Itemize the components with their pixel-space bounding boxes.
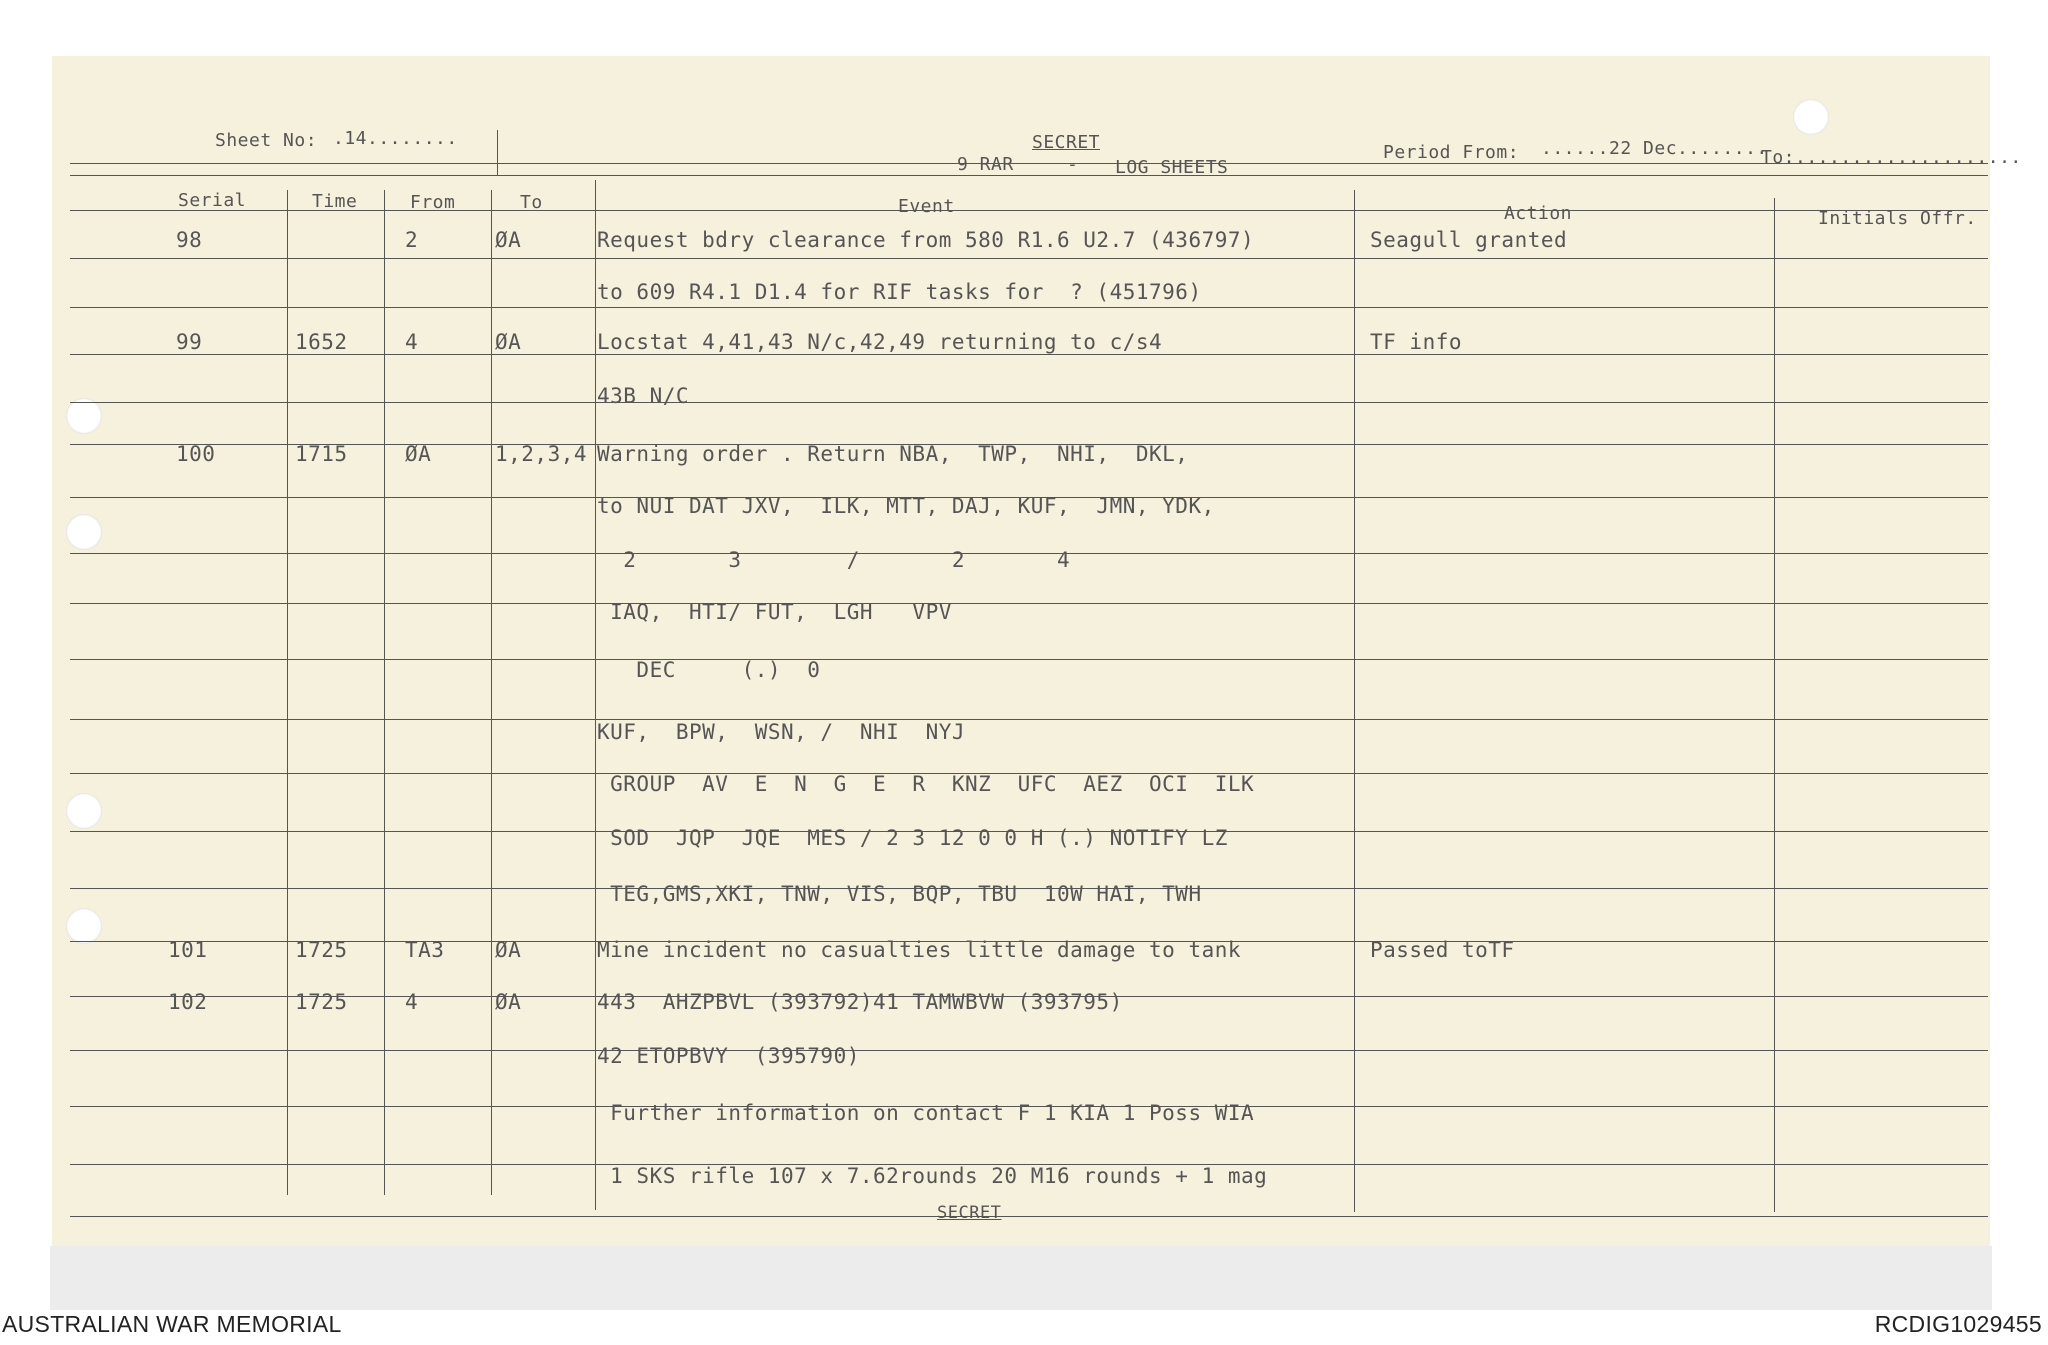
row-event: 2 3 / 2 4 bbox=[597, 548, 1071, 572]
punch-hole-left-1 bbox=[66, 398, 102, 434]
row-to: 1,2,3,4 bbox=[495, 442, 588, 466]
row-from: 4 bbox=[405, 330, 419, 354]
row-action: TF info bbox=[1370, 330, 1463, 354]
title-dash: - bbox=[1067, 154, 1079, 175]
column-divider bbox=[287, 190, 288, 1195]
header-line-2 bbox=[70, 175, 1988, 176]
doc-title: LOG SHEETS bbox=[1115, 157, 1229, 178]
row-event: TEG,GMS,XKI, TNW, VIS, BQP, TBU 10W HAI, TWH bbox=[597, 882, 1202, 906]
period-from-label: Period From: bbox=[1383, 142, 1520, 163]
row-from: 4 bbox=[405, 990, 419, 1014]
row-serial: 99 bbox=[176, 330, 203, 354]
row-line bbox=[70, 307, 1988, 308]
row-from: ØA bbox=[405, 442, 432, 466]
footer-record-id: RCDIG1029455 bbox=[1874, 1311, 2042, 1337]
row-event: IAQ, HTI/ FUT, LGH VPV bbox=[597, 600, 952, 624]
row-action: Seagull granted bbox=[1370, 228, 1568, 252]
to-value: .................... bbox=[1795, 147, 2022, 168]
row-to: ØA bbox=[495, 228, 522, 252]
unit-name: 9 RAR bbox=[957, 154, 1014, 175]
punch-hole-left-3 bbox=[66, 793, 102, 829]
row-serial: 98 bbox=[176, 228, 203, 252]
col-header-time: Time bbox=[312, 191, 358, 212]
row-to: ØA bbox=[495, 990, 522, 1014]
row-event: KUF, BPW, WSN, / NHI NYJ bbox=[597, 720, 966, 744]
row-line bbox=[70, 603, 1988, 604]
sheet-no-value: .14........ bbox=[333, 128, 458, 149]
row-event: 43B N/C bbox=[597, 384, 690, 408]
row-time: 1652 bbox=[295, 330, 348, 354]
row-event: to NUI DAT JXV, ILK, MTT, DAJ, KUF, JMN, YDK, bbox=[597, 494, 1215, 518]
row-line bbox=[70, 1216, 1988, 1217]
row-serial: 102 bbox=[168, 990, 208, 1014]
row-event: DEC (.) 0 bbox=[597, 658, 821, 682]
row-event: 1 SKS rifle 107 x 7.62rounds 20 M16 rounds + 1 mag bbox=[597, 1164, 1268, 1188]
row-event: GROUP AV E N G E R KNZ UFC AEZ OCI ILK bbox=[597, 772, 1255, 796]
column-divider bbox=[1354, 190, 1355, 1212]
sheet-no-label: Sheet No: bbox=[215, 130, 318, 151]
row-action: Passed toTF bbox=[1370, 938, 1515, 962]
column-divider bbox=[491, 190, 492, 1195]
row-time: 1725 bbox=[295, 990, 348, 1014]
row-event: to 609 R4.1 D1.4 for RIF tasks for ? (451796) bbox=[597, 280, 1202, 304]
row-from: TA3 bbox=[405, 938, 445, 962]
footer-source: AUSTRALIAN WAR MEMORIAL bbox=[2, 1311, 342, 1337]
punch-hole-left-4 bbox=[66, 908, 102, 944]
row-event: Request bdry clearance from 580 R1.6 U2.7 (436797) bbox=[597, 228, 1255, 252]
row-from: 2 bbox=[405, 228, 419, 252]
col-header-to: To bbox=[520, 192, 543, 213]
row-event: 42 ETOPBVY (395790) bbox=[597, 1044, 860, 1068]
row-serial: 101 bbox=[168, 938, 208, 962]
row-line bbox=[70, 719, 1988, 720]
row-event: SOD JQP JQE MES / 2 3 12 0 0 H (.) NOTIFY LZ bbox=[597, 826, 1228, 850]
row-event: 443 AHZPBVL (393792)41 TAMWBVW (393795) bbox=[597, 990, 1123, 1014]
classification-bottom: SECRET bbox=[937, 1203, 1002, 1223]
period-from-value: ......22 Dec........ bbox=[1541, 138, 1768, 159]
row-event: Mine incident no casualties little damage to tank bbox=[597, 938, 1242, 962]
row-line bbox=[70, 354, 1988, 355]
row-time: 1715 bbox=[295, 442, 348, 466]
row-line bbox=[70, 659, 1988, 660]
classification-top: SECRET bbox=[1032, 132, 1101, 153]
header-line-1 bbox=[70, 163, 1988, 164]
column-divider bbox=[384, 190, 385, 1195]
row-line bbox=[70, 402, 1988, 403]
row-line bbox=[70, 1050, 1988, 1051]
punch-hole-top-right bbox=[1793, 99, 1829, 135]
col-header-serial: Serial bbox=[178, 190, 247, 211]
row-line bbox=[70, 210, 1988, 211]
row-event: Further information on contact F 1 KIA 1 Poss WIA bbox=[597, 1101, 1255, 1125]
col-header-initials: Initials Offr. bbox=[1818, 208, 1977, 229]
row-line bbox=[70, 258, 1988, 259]
sheet-no-divider bbox=[497, 130, 498, 175]
col-header-event: Event bbox=[898, 196, 955, 217]
row-to: ØA bbox=[495, 330, 522, 354]
column-divider bbox=[595, 180, 596, 1210]
row-serial: 100 bbox=[176, 442, 216, 466]
row-to: ØA bbox=[495, 938, 522, 962]
row-event: Warning order . Return NBA, TWP, NHI, DKL, bbox=[597, 442, 1189, 466]
row-time: 1725 bbox=[295, 938, 348, 962]
to-label: To: bbox=[1761, 147, 1796, 168]
col-header-from: From bbox=[410, 192, 456, 213]
paper-shadow bbox=[50, 1246, 1992, 1310]
column-divider bbox=[1774, 198, 1775, 1212]
punch-hole-left-2 bbox=[66, 514, 102, 550]
col-header-action: Action bbox=[1504, 203, 1573, 224]
row-event: Locstat 4,41,43 N/c,42,49 returning to c/s4 bbox=[597, 330, 1163, 354]
